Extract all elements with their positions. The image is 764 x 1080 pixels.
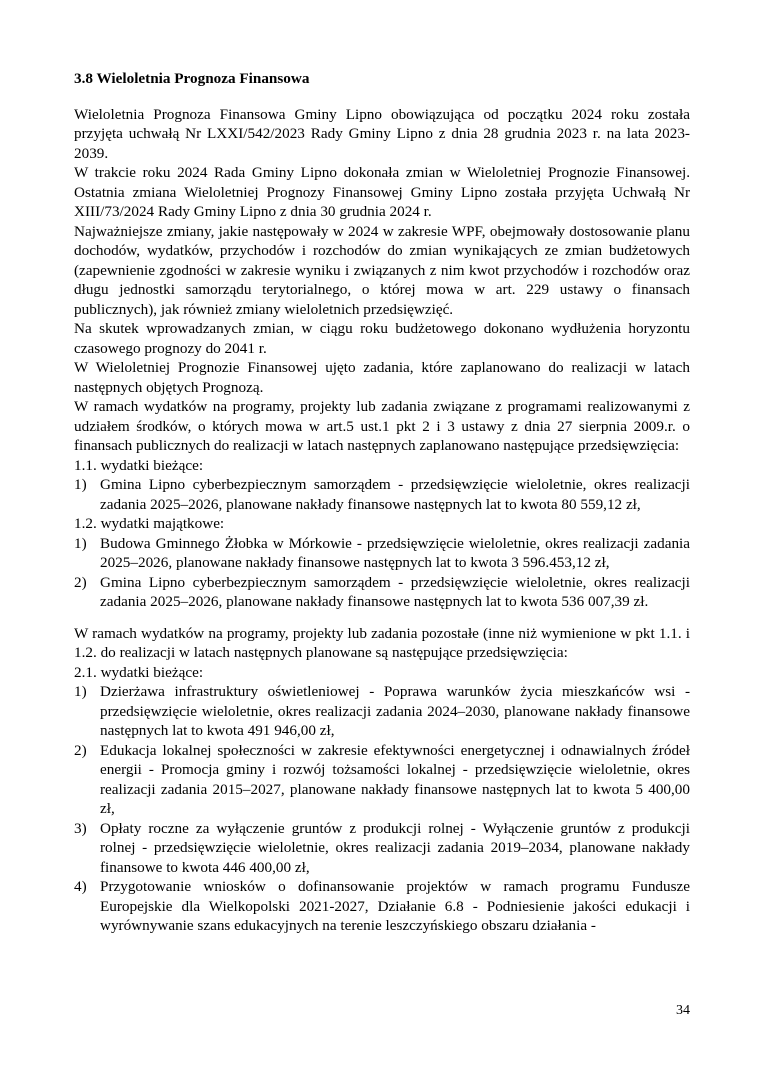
paragraph: Najważniejsze zmiany, jakie następowały w 2024 w zakresie WPF, obejmowały dostosowanie planu dochodów, wydatków, przychodów i rozchodów do zmian wynikających ze zmian budżetowych (zapewnienie zgodności w zakresie wyniku i związanych z nim kwot przychodów i rozchodów oraz długu jednostki samorządu terytorialnego, o której mowa w art. 229 ustawy o finansach publicznych), jak również zmiany wieloletnich przedsięwzięć. [74, 222, 690, 318]
page-number: 34 [676, 1003, 690, 1018]
list-item-text: Budowa Gminnego Żłobka w Mórkowie - przedsięwzięcie wieloletnie, okres realizacji zadania 2025–2026, planowane nakłady finansowe następnych lat to kwota 3 596.453,12 zł, [100, 534, 690, 571]
subsection-label: 1.1. wydatki bieżące: [74, 456, 204, 474]
section-heading: 3.8 Wieloletnia Prognoza Finansowa [74, 70, 310, 87]
list-item-text: Edukacja lokalnej społeczności w zakresie efektywności energetycznej i odnawialnych źródeł energii - Promocja gminy i rozwój tożsamości lokalnej - przedsięwzięcie wieloletnie, okres realizacji zadania 2015–2027, planowane nakłady finansowe następnych lat to kwota 5 400,00 zł, [100, 741, 690, 817]
list-item-number: 2) [74, 741, 87, 759]
page-content [74, 69, 690, 936]
paragraph: Na skutek wprowadzanych zmian, w ciągu roku budżetowego dokonano wydłużenia horyzontu czasowego prognozy do 2041 r. [74, 320, 690, 357]
list-item-number: 3) [74, 819, 87, 837]
list-item [74, 741, 690, 819]
list-item [74, 682, 690, 741]
paragraph: W ramach wydatków na programy, projekty lub zadania pozostałe (inne niż wymienione w pkt 1.1. i 1.2. do realizacji w latach następnych planowane są następujące przedsięwzięcia: [74, 624, 690, 661]
spacer [74, 612, 690, 624]
list-item-text: Dzierżawa infrastruktury oświetleniowej - Poprawa warunków życia mieszkańców wsi - przedsięwzięcie wieloletnie, okres realizacji zadania 2024–2030, planowane nakłady finansowe następnych lat to kwota 491 946,00 zł, [100, 683, 690, 739]
list-item [74, 475, 690, 514]
list-item [74, 877, 690, 936]
list-item [74, 534, 690, 573]
subsection-label: 2.1. wydatki bieżące: [74, 663, 204, 681]
list-item-text: Przygotowanie wniosków o dofinansowanie projektów w ramach programu Fundusze Europejskie dla Wielkopolski 2021-2027, Działanie 6.8 - Podniesienie jakości edukacji i wyrównywanie szans edukacyjnych na terenie leszczyńskiego obszaru działania - [100, 878, 690, 934]
list-item-text: Gmina Lipno cyberbezpiecznym samorządem - przedsięwzięcie wieloletnie, okres realizacji zadania 2025–2026, planowane nakłady finansowe następnych lat to kwota 80 559,12 zł, [100, 476, 690, 513]
paragraph: W ramach wydatków na programy, projekty lub zadania związane z programami realizowanymi z udziałem środków, o których mowa w art.5 ust.1 pkt 2 i 3 ustawy z dnia 27 sierpnia 2009.r. o finansach publicznych do realizacji w latach następnych zaplanowano następujące przedsięwzięcia: [74, 398, 690, 454]
paragraph: W trakcie roku 2024 Rada Gminy Lipno dokonała zmian w Wieloletniej Prognozie Finansowej. Ostatnia zmiana Wieloletniej Prognozy Finansowej Gminy Lipno została przyjęta Uchwałą Nr XIII/73/2024 Rady Gminy Lipno z dnia 30 grudnia 2024 r. [74, 164, 690, 220]
paragraph: W Wieloletniej Prognozie Finansowej ujęto zadania, które zaplanowano do realizacji w latach następnych objętych Prognozą. [74, 359, 690, 396]
list-item [74, 819, 690, 878]
list-current-expenses-2 [74, 682, 690, 936]
list-item [74, 573, 690, 612]
list-item-number: 1) [74, 534, 87, 552]
list-current-expenses-1 [74, 475, 690, 514]
paragraph: Wieloletnia Prognoza Finansowa Gminy Lipno obowiązująca od początku 2024 roku została przyjęta uchwałą Nr LXXI/542/2023 Rady Gminy Lipno z dnia 28 grudnia 2023 r. na lata 2023-2039. [74, 105, 690, 162]
list-item-number: 4) [74, 878, 87, 895]
list-item-number: 2) [74, 573, 87, 591]
list-item-number: 1) [74, 683, 87, 700]
list-item-text: Gmina Lipno cyberbezpiecznym samorządem - przedsięwzięcie wieloletnie, okres realizacji zadania 2025–2026, planowane nakłady finansowe następnych lat to kwota 536 007,39 zł. [100, 573, 690, 610]
subsection-label: 1.2. wydatki majątkowe: [74, 515, 225, 532]
list-item-number: 1) [74, 476, 87, 493]
list-capital-expenses [74, 534, 690, 612]
list-item-text: Opłaty roczne za wyłączenie gruntów z produkcji rolnej - Wyłączenie gruntów z produkcji rolnej - przedsięwzięcie wieloletnie, okres realizacji zadania 2019–2034, planowane nakłady finansowe to kwota 446 400,00 zł, [100, 819, 690, 876]
